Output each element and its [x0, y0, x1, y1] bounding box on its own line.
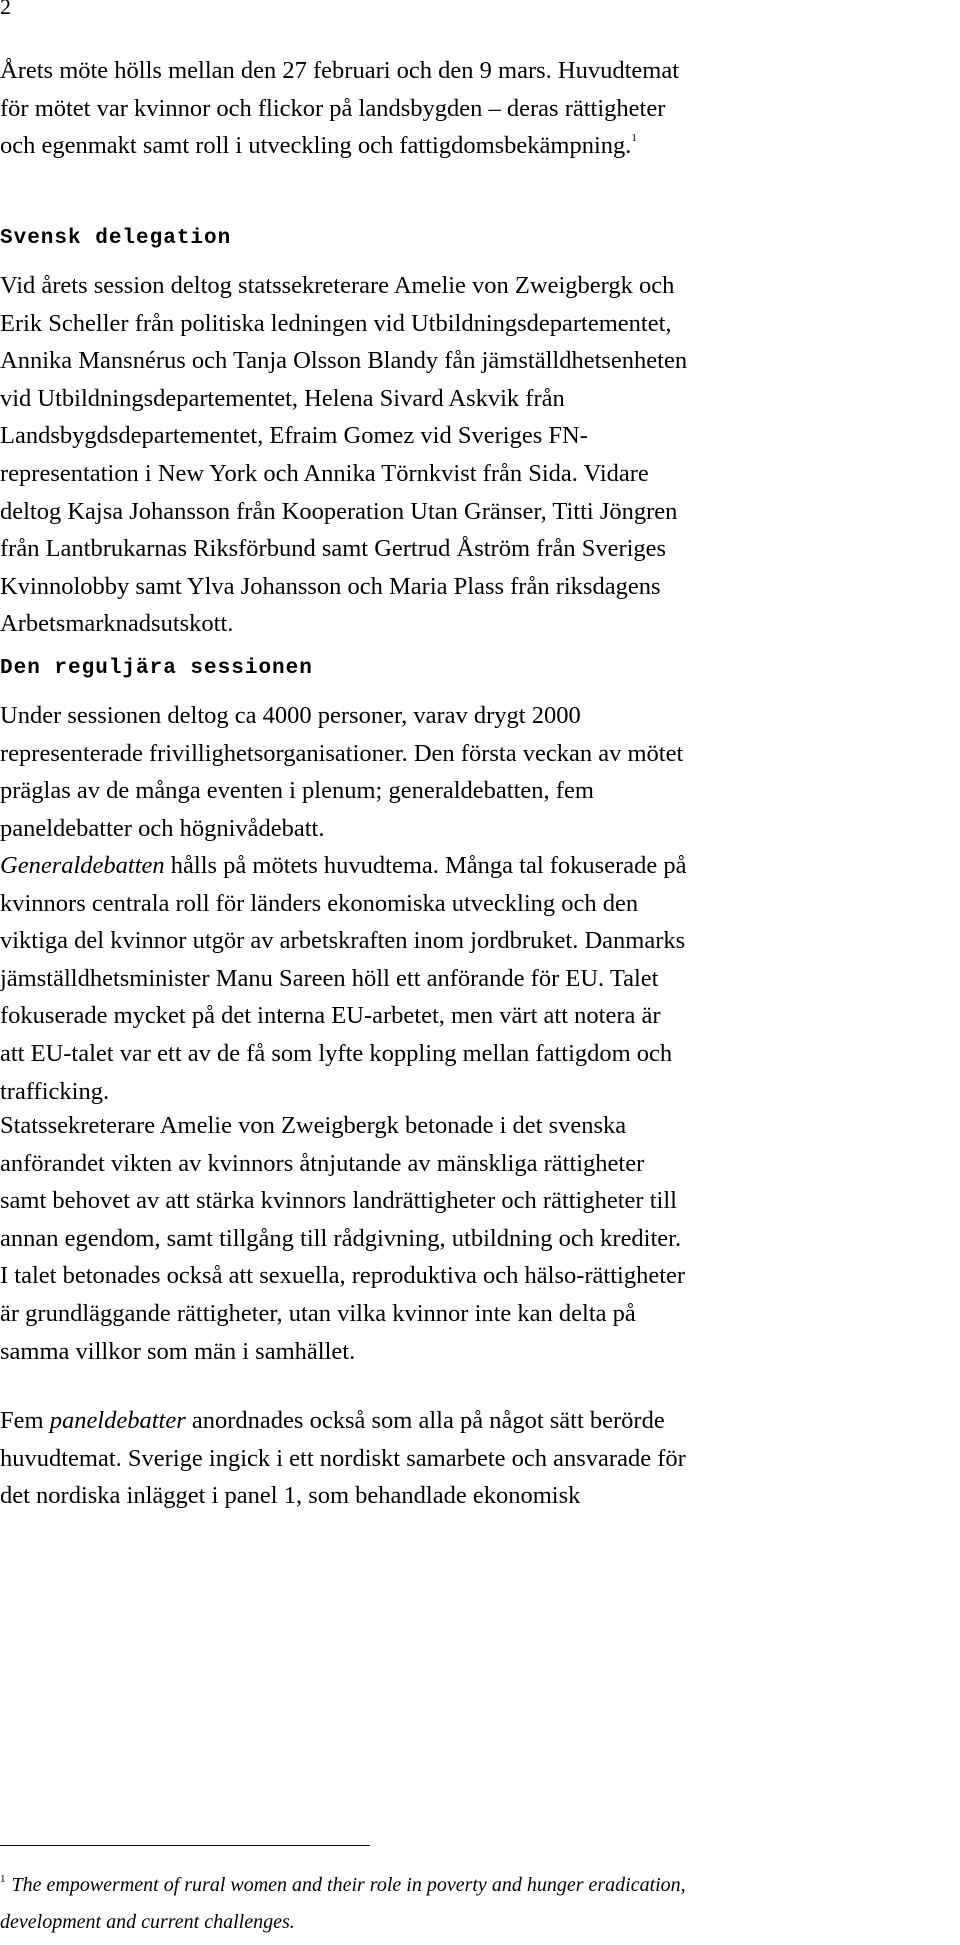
- paragraph-line: att EU-talet var ett av de få som lyfte koppling mellan fattigdom och: [0, 1039, 673, 1067]
- footnote-text: The empowerment of rural women and their role in poverty and hunger eradication,: [11, 1874, 686, 1896]
- paragraph-line: anförandet vikten av kvinnors åtnjutande av mänskliga rättigheter: [0, 1149, 645, 1177]
- paragraph-line: kvinnors centrala roll för länders ekonomiska utveckling och den: [0, 889, 639, 917]
- paragraph-line: [0, 1402, 940, 1440]
- intro-line-text: och egenmakt samt roll i utveckling och fattigdomsbekämpning.: [0, 132, 632, 160]
- paragraph-line: vid Utbildningsdepartementet, Helena Sivard Askvik från: [0, 384, 565, 412]
- paragraph-line: representation i New York och Annika Törnkvist från Sida. Vidare: [0, 459, 649, 487]
- paragraph-line: paneldebatter och högnivådebatt.: [0, 814, 325, 842]
- paragraph-text: Fem: [0, 1407, 50, 1434]
- intro-line: Årets möte hölls mellan den 27 februari och den 9 mars. Huvudtemat: [0, 57, 680, 84]
- emphasis-generaldebatten: Generaldebatten: [0, 852, 165, 879]
- generaldebatten-paragraph: [0, 847, 940, 1110]
- paragraph-line: jämställdhetsminister Manu Sareen höll ett anförande för EU. Talet: [0, 964, 659, 992]
- paragraph-line: Kvinnolobby samt Ylva Johansson och Maria Plass från riksdagens: [0, 572, 661, 600]
- paragraph-line: deltog Kajsa Johansson från Kooperation Utan Gränser, Titti Jöngren: [0, 497, 678, 525]
- paragraph-text: hålls på mötets huvudtema. Många tal fokuserade på: [164, 852, 687, 879]
- intro-line: [0, 127, 940, 165]
- paragraph-line: Arbetsmarknadsutskott.: [0, 610, 234, 638]
- intro-line: för mötet var kvinnor och flickor på landsbygden – deras rättigheter: [0, 94, 666, 122]
- paragraph-line: huvudtemat. Sverige ingick i ett nordiskt samarbete och ansvarade för: [0, 1444, 686, 1472]
- paragraph-line: samma villkor som män i samhället.: [0, 1337, 356, 1365]
- paneldebatter-paragraph: [0, 1402, 940, 1515]
- footnote-reference[interactable]: 1: [631, 132, 637, 145]
- paragraph-line: annan egendom, samt tillgång till rådgivning, utbildning och krediter.: [0, 1224, 682, 1252]
- paragraph-line: det nordiska inlägget i panel 1, som behandlade ekonomisk: [0, 1482, 581, 1510]
- footnote-text: development and current challenges.: [0, 1911, 295, 1933]
- paragraph-line: Vid årets session deltog statssekreterare Amelie von Zweigbergk och: [0, 272, 675, 299]
- paragraph-line: Statssekreterare Amelie von Zweigbergk betonade i det svenska: [0, 1112, 627, 1139]
- paragraph-text: anordnades också som alla på något sätt berörde: [185, 1407, 665, 1434]
- session-paragraph-1: [0, 697, 940, 847]
- section-heading-reguljara-sessionen: Den reguljära sessionen: [0, 657, 313, 680]
- footnote-line: [0, 1904, 686, 1941]
- footnote-line: [0, 1867, 686, 1904]
- paragraph-line: samt behovet av att stärka kvinnors landrättigheter och rättigheter till: [0, 1187, 677, 1215]
- paragraph-line: viktiga del kvinnor utgör av arbetskraften inom jordbruket. Danmarks: [0, 927, 686, 955]
- paragraph-line: representerade frivillighetsorganisationer. Den första veckan av mötet: [0, 739, 684, 767]
- statssekreterare-paragraph: [0, 1107, 940, 1370]
- paragraph-line: Landsbygdsdepartementet, Efraim Gomez vid Sveriges FN-: [0, 422, 588, 450]
- section-heading-svensk-delegation: Svensk delegation: [0, 227, 232, 250]
- footnote: [0, 1867, 686, 1941]
- intro-paragraph: [0, 52, 940, 165]
- page-number: 2: [0, 0, 11, 19]
- footnote-marker: 1: [0, 1873, 6, 1885]
- paragraph-line: präglas av de många eventen i plenum; generaldebatten, fem: [0, 777, 594, 805]
- paragraph-line: Annika Mansnérus och Tanja Olsson Blandy fån jämställdhetsenheten: [0, 347, 688, 375]
- delegation-paragraph: [0, 267, 940, 643]
- paragraph-line: I talet betonades också att sexuella, reproduktiva och hälso-rättigheter: [0, 1262, 686, 1290]
- footnote-separator: [0, 1845, 370, 1846]
- paragraph-line: är grundläggande rättigheter, utan vilka kvinnor inte kan delta på: [0, 1299, 636, 1327]
- paragraph-line: [0, 847, 940, 885]
- paragraph-line: Under sessionen deltog ca 4000 personer, varav drygt 2000: [0, 702, 581, 729]
- paragraph-line: från Lantbrukarnas Riksförbund samt Gertrud Åström från Sveriges: [0, 535, 667, 563]
- emphasis-paneldebatter: paneldebatter: [49, 1407, 186, 1434]
- paragraph-line: trafficking.: [0, 1077, 110, 1105]
- paragraph-line: fokuserade mycket på det interna EU-arbetet, men värt att notera är: [0, 1002, 661, 1030]
- paragraph-line: Erik Scheller från politiska ledningen vid Utbildningsdepartementet,: [0, 309, 672, 337]
